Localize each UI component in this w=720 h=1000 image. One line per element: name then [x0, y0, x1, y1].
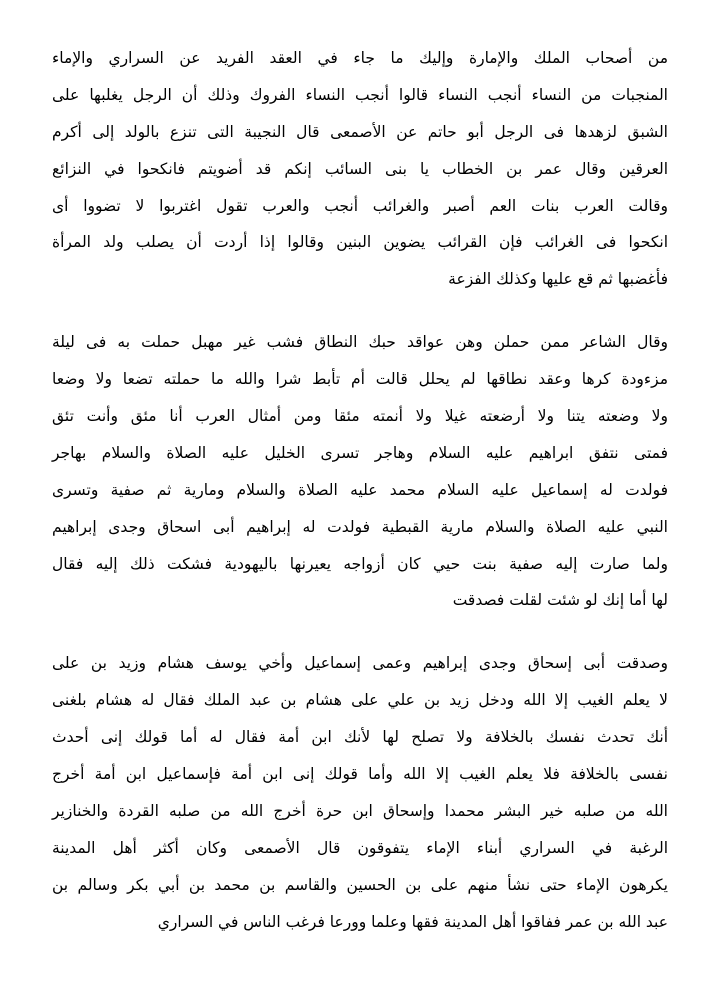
text-line: الرغبة في السراري أبناء الإماء يتفوقون قال الأصمعى وكان أكثر أهل المدينة: [52, 838, 668, 857]
text-line: انكحوا فى الغرائب فإن القرائب يضوين البنين وقالوا إذا أردت أن يصلب ولد المرأة: [52, 233, 668, 252]
text-line: فولدت له إسماعيل عليه السلام محمد عليه الصلاة والسلام ومارية ثم صفية وتسرى: [52, 480, 668, 499]
paragraph-2: [52, 324, 668, 619]
text-line: وقالت العرب بنات العم أصبر والغرائب أنجب والعرب تقول اغتربوا لا تضووا أى: [52, 196, 668, 215]
text-line: من أصحاب الملك والإمارة وإليك ما جاء في العقد الفريد عن السراري والإماء: [52, 49, 668, 67]
text-line: ولما صارت إليه صفية بنت حيي كان أزواجه يعيرنها باليهودية فشكت ذلك إليه فقال: [52, 554, 668, 573]
text-line: فمتى نتفق ابراهيم عليه السلام وهاجر تسرى الخليل عليه الصلاة والسلام بهاجر: [52, 443, 668, 462]
text-line: الله من صلبه خير البشر محمدا وإسحاق ابن حرة أخرج الله من صلبه القردة والخنازير: [52, 801, 668, 820]
paragraph-gap: [52, 619, 668, 645]
text-line: فأغضبها ثم قع عليها وكذلك الفزعة: [448, 270, 668, 289]
text-line: مزءودة كرها وعقد نطاقها لم يحلل قالت أم تأبط شرا والله ما حملته تضعا ولا وضعا: [52, 370, 668, 389]
text-line: النبي عليه الصلاة والسلام مارية القبطية فولدت له إبراهيم أبى اسحاق وجدى إبراهيم: [52, 517, 668, 536]
text-line: وقال الشاعر ممن حملن وهن عواقد حبك النطاق فشب غير مهبل حملت به فى ليلة: [52, 333, 668, 352]
paragraph-1: [52, 40, 668, 298]
paragraph-3: [52, 645, 668, 940]
text-line: عبد الله بن عمر ففاقوا أهل المدينة فقها وعلما وورعا فرغب الناس في السراري: [157, 912, 668, 931]
text-line: لها أما إنك لو شئت لقلت فصدقت: [452, 591, 668, 610]
paragraph-gap: [52, 298, 668, 324]
text-line: وصدقت أبى إسحاق وجدى إبراهيم وعمى إسماعيل وأخي يوسف هشام وزيد بن على: [52, 654, 668, 673]
text-line: يكرهون الإماء حتى نشأ منهم على بن الحسين والقاسم بن محمد بن أبي بكر وسالم بن: [52, 875, 668, 894]
text-line: ولا وضعته يتنا ولا أرضعته غيلا ولا أنمته مئقا ومن أمثال العرب أنا مئق وأنت تئق: [52, 407, 668, 426]
text-line: العرقين وقال عمر بن الخطاب يا بنى السائب إنكم قد أضويتم فانكحوا في النزائع: [52, 159, 668, 178]
text-line: الشبق لزهدها فى الرجل أبو حاتم عن الأصمعى قال النجيبة التى تنزع بالولد إلى أكرم: [52, 122, 668, 141]
text-line: أنك تحدث نفسك بالخلافة ولا تصلح لها لأنك ابن أمة فقال له أما قولك إنى أحدث: [52, 728, 668, 747]
text-line: المنجبات من النساء أنجب النساء قالوا أنجب النساء الفروك وذلك أن الرجل يغلبها على: [52, 85, 668, 104]
text-line: لا يعلم الغيب إلا الله ودخل زيد بن علي على هشام بن عبد الملك فقال له هشام بلغنى: [52, 691, 668, 710]
text-line: نفسى بالخلافة فلا يعلم الغيب إلا الله وأما قولك إنى ابن أمة فإسماعيل ابن أمة أخرج: [52, 765, 668, 784]
document-page: [52, 40, 668, 940]
